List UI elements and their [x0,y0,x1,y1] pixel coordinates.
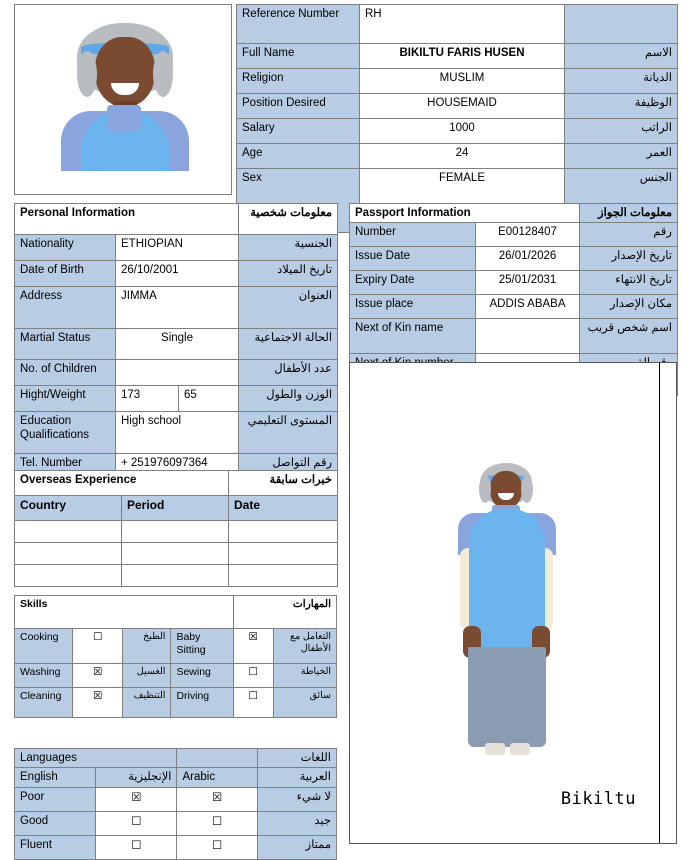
personal-info-arabic-label: رقم التواصل [239,454,338,483]
header-info-row [237,44,678,69]
overseas-cell[interactable] [229,521,338,543]
language-checkbox-arabic[interactable]: ☒ [177,787,257,811]
skills-row [15,688,337,718]
skill-checkbox-left[interactable]: ☒ [73,688,123,718]
overseas-cell[interactable] [122,543,229,565]
overseas-header-row [15,496,338,521]
overseas-experience-title-arabic: خبرات سابقة [229,471,338,496]
skills-row [15,629,337,664]
personal-info-label: Nationality [15,235,116,261]
headshot-photo [14,4,232,195]
personal-info-value[interactable] [116,360,239,386]
passport-info-arabic-label: تاريخ الانتهاء [580,271,678,295]
header-info-arabic-label: الجنس [565,169,678,233]
header-info-value: 1000 [360,119,565,144]
personal-info-row [15,235,338,261]
language-checkbox-english[interactable]: ☒ [96,787,177,811]
personal-info-value[interactable]: JIMMA [116,287,239,329]
language-level-label: Fluent [15,835,96,859]
languages-title: Languages [15,749,177,768]
personal-info-arabic-label: الجنسية [239,235,338,261]
overseas-experience-table [14,470,338,587]
header-info-label: Religion [237,69,360,94]
language-row [15,811,337,835]
overseas-column-header: Country [15,496,122,521]
skills-title: Skills [15,596,234,629]
passport-info-label: Expiry Date [350,271,476,295]
overseas-cell[interactable] [15,565,122,587]
header-info-row [237,69,678,94]
personal-info-row [15,360,338,386]
skill-checkbox-left[interactable]: ☐ [73,629,123,664]
header-info-arabic-label: الاسم [565,44,678,69]
language-checkbox-arabic[interactable]: ☐ [177,811,257,835]
candidate-name-caption: Bikiltu [560,789,636,809]
overseas-data-row [15,565,338,587]
skill-arabic-right: التعامل مع الأطفال [273,629,336,664]
skill-label-left: Cooking [15,629,73,664]
header-info-label: Position Desired [237,94,360,119]
language-column-english: English [15,768,96,787]
overseas-cell[interactable] [122,521,229,543]
header-block [14,4,677,197]
personal-info-value[interactable]: Single [116,329,239,360]
skill-checkbox-right[interactable]: ☒ [233,629,273,664]
personal-info-row [15,287,338,329]
overseas-title-row [15,471,338,496]
personal-info-arabic-label: الحالة الاجتماعية [239,329,338,360]
passport-info-value[interactable]: E00128407 [476,223,580,247]
skills-table [14,595,337,718]
languages-title-arabic: اللغات [257,749,336,768]
passport-info-value[interactable]: 26/01/2026 [476,247,580,271]
language-checkbox-english[interactable]: ☐ [96,835,177,859]
language-column-arabic: Arabic [177,768,257,787]
skill-arabic-right: سائق [273,688,336,718]
personal-info-value[interactable]: ETHIOPIAN [116,235,239,261]
header-info-arabic-label: الراتب [565,119,678,144]
header-info-table [236,4,678,233]
languages-table [14,748,337,860]
personal-information-title-arabic: معلومات شخصية [239,204,338,235]
language-column-english-arabic: الإنجليزية [96,768,177,787]
personal-info-arabic-label: عدد الأطفال [239,360,338,386]
languages-title-blank [177,749,257,768]
full-body-photo [349,362,677,844]
header-info-arabic-label: العمر [565,144,678,169]
language-column-arabic-arabic: العربية [257,768,336,787]
skill-checkbox-right[interactable]: ☐ [233,688,273,718]
passport-info-row [350,247,678,271]
personal-info-row [15,261,338,287]
personal-info-label: Address [15,287,116,329]
skill-label-right: Baby Sitting [171,629,233,664]
passport-info-arabic-label: مكان الإصدار [580,295,678,319]
passport-info-title-row [350,204,678,223]
passport-info-row [350,295,678,319]
passport-info-value[interactable]: ADDIS ABABA [476,295,580,319]
overseas-column-header: Period [122,496,229,521]
personal-info-value[interactable]: High school [116,412,239,454]
languages-column-row [15,768,337,787]
overseas-cell[interactable] [122,565,229,587]
header-info-value: RH [360,5,565,44]
personal-info-row [15,386,338,412]
language-level-arabic: ممتاز [257,835,336,859]
overseas-cell[interactable] [15,521,122,543]
header-info-value: 24 [360,144,565,169]
header-info-value: BIKILTU FARIS HUSEN [360,44,565,69]
personal-info-row [15,412,338,454]
language-level-arabic: جيد [257,811,336,835]
header-info-label: Age [237,144,360,169]
passport-info-label: Number [350,223,476,247]
personal-info-label: Martial Status [15,329,116,360]
personal-info-value-secondary[interactable]: 65 [179,386,239,412]
passport-info-arabic-label: رقم [580,223,678,247]
header-info-arabic-label [565,5,678,44]
header-info-label: Reference Number [237,5,360,44]
overseas-data-row [15,521,338,543]
overseas-experience-title: Overseas Experience [15,471,229,496]
skill-label-left: Washing [15,664,73,688]
header-info-row [237,94,678,119]
skills-title-arabic: المهارات [233,596,336,629]
header-info-arabic-label: الديانة [565,69,678,94]
overseas-cell[interactable] [229,543,338,565]
passport-info-row [350,223,678,247]
skill-checkbox-left[interactable]: ☒ [73,664,123,688]
skills-row [15,664,337,688]
passport-information-title: Passport Information [350,204,580,223]
header-info-value: HOUSEMAID [360,94,565,119]
skill-arabic-right: الخياطة [273,664,336,688]
header-info-value: MUSLIM [360,69,565,94]
skill-arabic-left: الغسيل [123,664,171,688]
passport-info-value[interactable]: 25/01/2031 [476,271,580,295]
overseas-column-header: Date [229,496,338,521]
personal-info-label: Tel. Number [15,454,116,483]
header-info-row [237,119,678,144]
personal-info-value[interactable]: + 251976097364 [116,454,239,483]
header-info-label: Sex [237,169,360,233]
language-level-arabic: لا شيء [257,787,336,811]
personal-info-label: No. of Children [15,360,116,386]
personal-info-arabic-label: المستوى التعليمي [239,412,338,454]
header-info-row [237,5,678,44]
overseas-cell[interactable] [15,543,122,565]
languages-title-row [15,749,337,768]
skill-arabic-left: التنظيف [123,688,171,718]
personal-info-title-row [15,204,338,235]
language-level-label: Good [15,811,96,835]
header-info-label: Salary [237,119,360,144]
skill-arabic-left: الطبخ [123,629,171,664]
passport-info-row [350,271,678,295]
passport-info-label: Issue Date [350,247,476,271]
personal-info-label: Hight/Weight [15,386,116,412]
personal-info-value[interactable]: 26/10/2001 [116,261,239,287]
header-info-value: FEMALE [360,169,565,233]
personal-info-value[interactable]: 173 [116,386,179,412]
language-row [15,787,337,811]
passport-information-title-arabic: معلومات الجواز [580,204,678,223]
personal-information-table [14,203,338,483]
skill-label-left: Cleaning [15,688,73,718]
header-info-row [237,144,678,169]
passport-info-arabic-label: اسم شخص قريب [580,319,678,354]
overseas-cell[interactable] [229,565,338,587]
passport-info-label: Next of Kin name [350,319,476,354]
header-info-arabic-label: الوظيفة [565,94,678,119]
skills-title-row [15,596,337,629]
personal-info-arabic-label: الوزن والطول [239,386,338,412]
passport-info-label: Issue place [350,295,476,319]
passport-info-value[interactable] [476,319,580,354]
language-checkbox-english[interactable]: ☐ [96,811,177,835]
personal-info-label: Education Qualifications [15,412,116,454]
header-info-label: Full Name [237,44,360,69]
passport-info-row [350,319,678,354]
photo-frame-side-column [659,363,676,843]
personal-info-arabic-label: العنوان [239,287,338,329]
skill-checkbox-right[interactable]: ☐ [233,664,273,688]
skill-label-right: Sewing [171,664,233,688]
skill-label-right: Driving [171,688,233,718]
overseas-data-row [15,543,338,565]
passport-info-arabic-label: تاريخ الإصدار [580,247,678,271]
personal-info-row [15,329,338,360]
language-level-label: Poor [15,787,96,811]
personal-info-label: Date of Birth [15,261,116,287]
personal-info-arabic-label: تاريخ الميلاد [239,261,338,287]
personal-information-title: Personal Information [15,204,239,235]
language-checkbox-arabic[interactable]: ☐ [177,835,257,859]
